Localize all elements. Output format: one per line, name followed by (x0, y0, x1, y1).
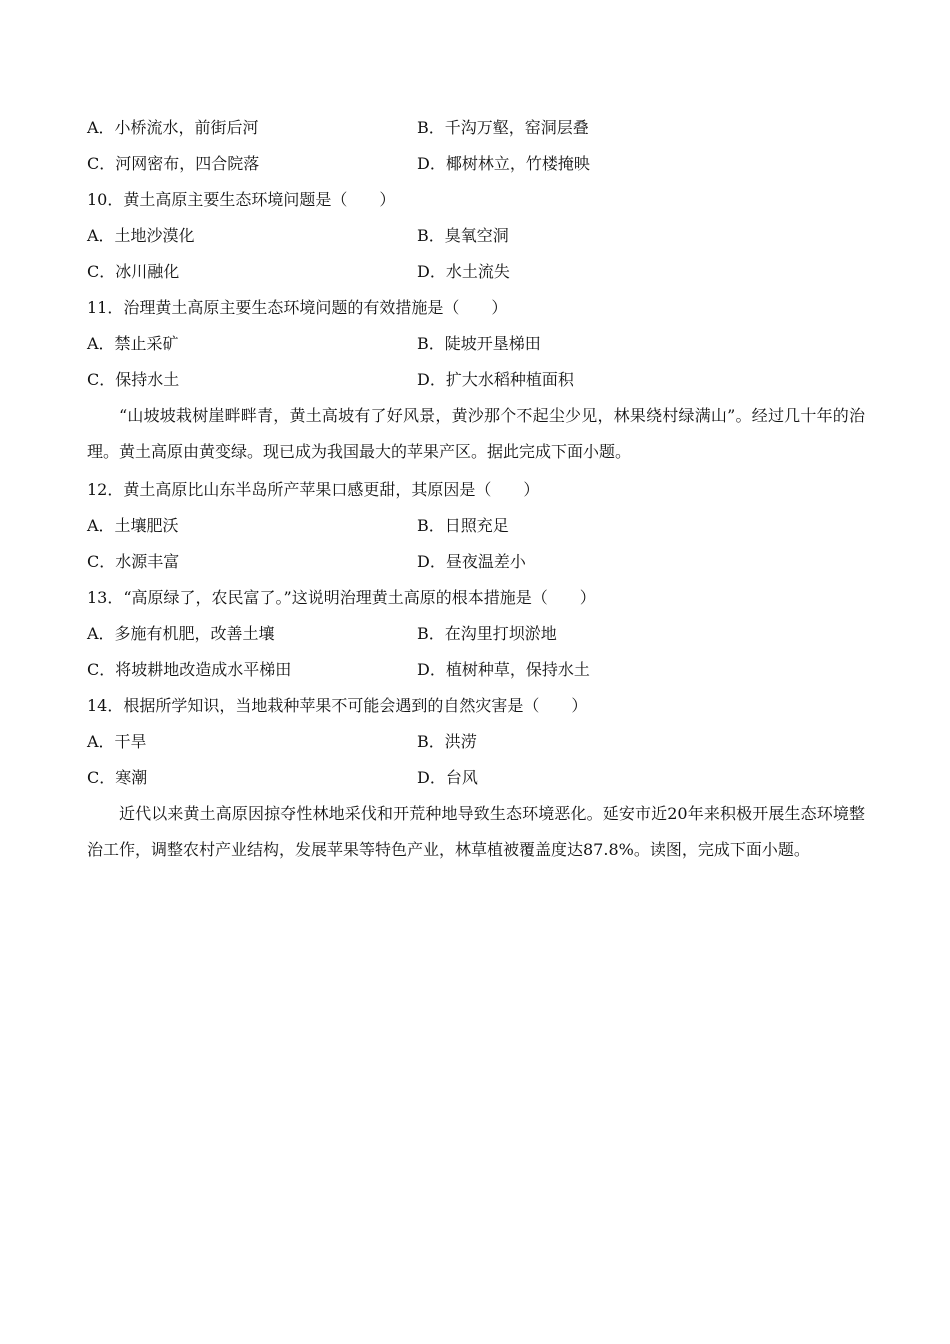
q11-option-d: D．扩大水稻种植面积 (417, 370, 574, 389)
q9-option-c: C．河网密布，四合院落 (87, 154, 260, 173)
q9-options-row-2 (87, 152, 867, 176)
q13-option-d: D．植树种草，保持水土 (417, 660, 590, 679)
q10-option-c: C．冰川融化 (87, 262, 180, 281)
q9-option-b: B．千沟万壑，窑洞层叠 (417, 118, 589, 137)
q13-option-b: B．在沟里打坝淤地 (417, 624, 557, 643)
q12-option-b: B．日照充足 (417, 516, 509, 535)
q13-option-c: C．将坡耕地改造成水平梯田 (87, 660, 292, 679)
q14-option-d: D．台风 (417, 768, 478, 787)
q9-options-row-1 (87, 116, 867, 140)
q10-option-a: A．土地沙漠化 (87, 226, 195, 245)
q9-option-a: A．小桥流水，前街后河 (87, 118, 259, 137)
q11-options-row-2 (87, 368, 867, 392)
q12-option-a: A．土壤肥沃 (87, 516, 179, 535)
q10-options-row-1 (87, 224, 867, 248)
q11-option-c: C．保持水土 (87, 370, 180, 389)
passage-yanan: 近代以来黄土高原因掠夺性林地采伐和开荒种地导致生态环境恶化。延安市近20年来积极开展生态环境整治工作，调整农村产业结构，发展苹果等特色产业，林草植被覆盖度达87.8%。读图，完成下面小题。 (87, 804, 865, 859)
q11-stem: 11．治理黄土高原主要生态环境问题的有效措施是（ ） (87, 298, 508, 317)
q13-option-a: A．多施有机肥，改善土壤 (87, 624, 275, 643)
q13-options-row-1 (87, 622, 867, 646)
q13-options-row-2 (87, 658, 867, 682)
q11-option-a: A．禁止采矿 (87, 334, 179, 353)
q10-options-row-2 (87, 260, 867, 284)
q10-option-d: D．水土流失 (417, 262, 510, 281)
q14-option-a: A．干旱 (87, 732, 147, 751)
q12-stem: 12．黄土高原比山东半岛所产苹果口感更甜，其原因是（ ） (87, 480, 540, 499)
q10-option-b: B．臭氧空洞 (417, 226, 509, 245)
q14-option-c: C．寒潮 (87, 768, 148, 787)
q14-options-row-1 (87, 730, 867, 754)
q13-stem: 13．“高原绿了，农民富了。”这说明治理黄土高原的根本措施是（ ） (87, 588, 596, 607)
q11-options-row-1 (87, 332, 867, 356)
q14-option-b: B．洪涝 (417, 732, 477, 751)
q10-stem: 10．黄土高原主要生态环境问题是（ ） (87, 190, 396, 209)
q12-option-c: C．水源丰富 (87, 552, 180, 571)
passage-apple-region: “山坡坡栽树崖畔畔青，黄土高坡有了好风景，黄沙那个不起尘少见，林果绕村绿满山”。经过几十年的治理。黄土高原由黄变绿。现已成为我国最大的苹果产区。据此完成下面小题。 (87, 406, 865, 461)
q12-options-row-1 (87, 514, 867, 538)
q9-option-d: D．椰树林立，竹楼掩映 (417, 154, 590, 173)
q14-options-row-2 (87, 766, 867, 790)
q11-option-b: B．陡坡开垦梯田 (417, 334, 541, 353)
q14-stem: 14．根据所学知识，当地栽种苹果不可能会遇到的自然灾害是（ ） (87, 696, 588, 715)
q12-option-d: D．昼夜温差小 (417, 552, 526, 571)
q12-options-row-2 (87, 550, 867, 574)
